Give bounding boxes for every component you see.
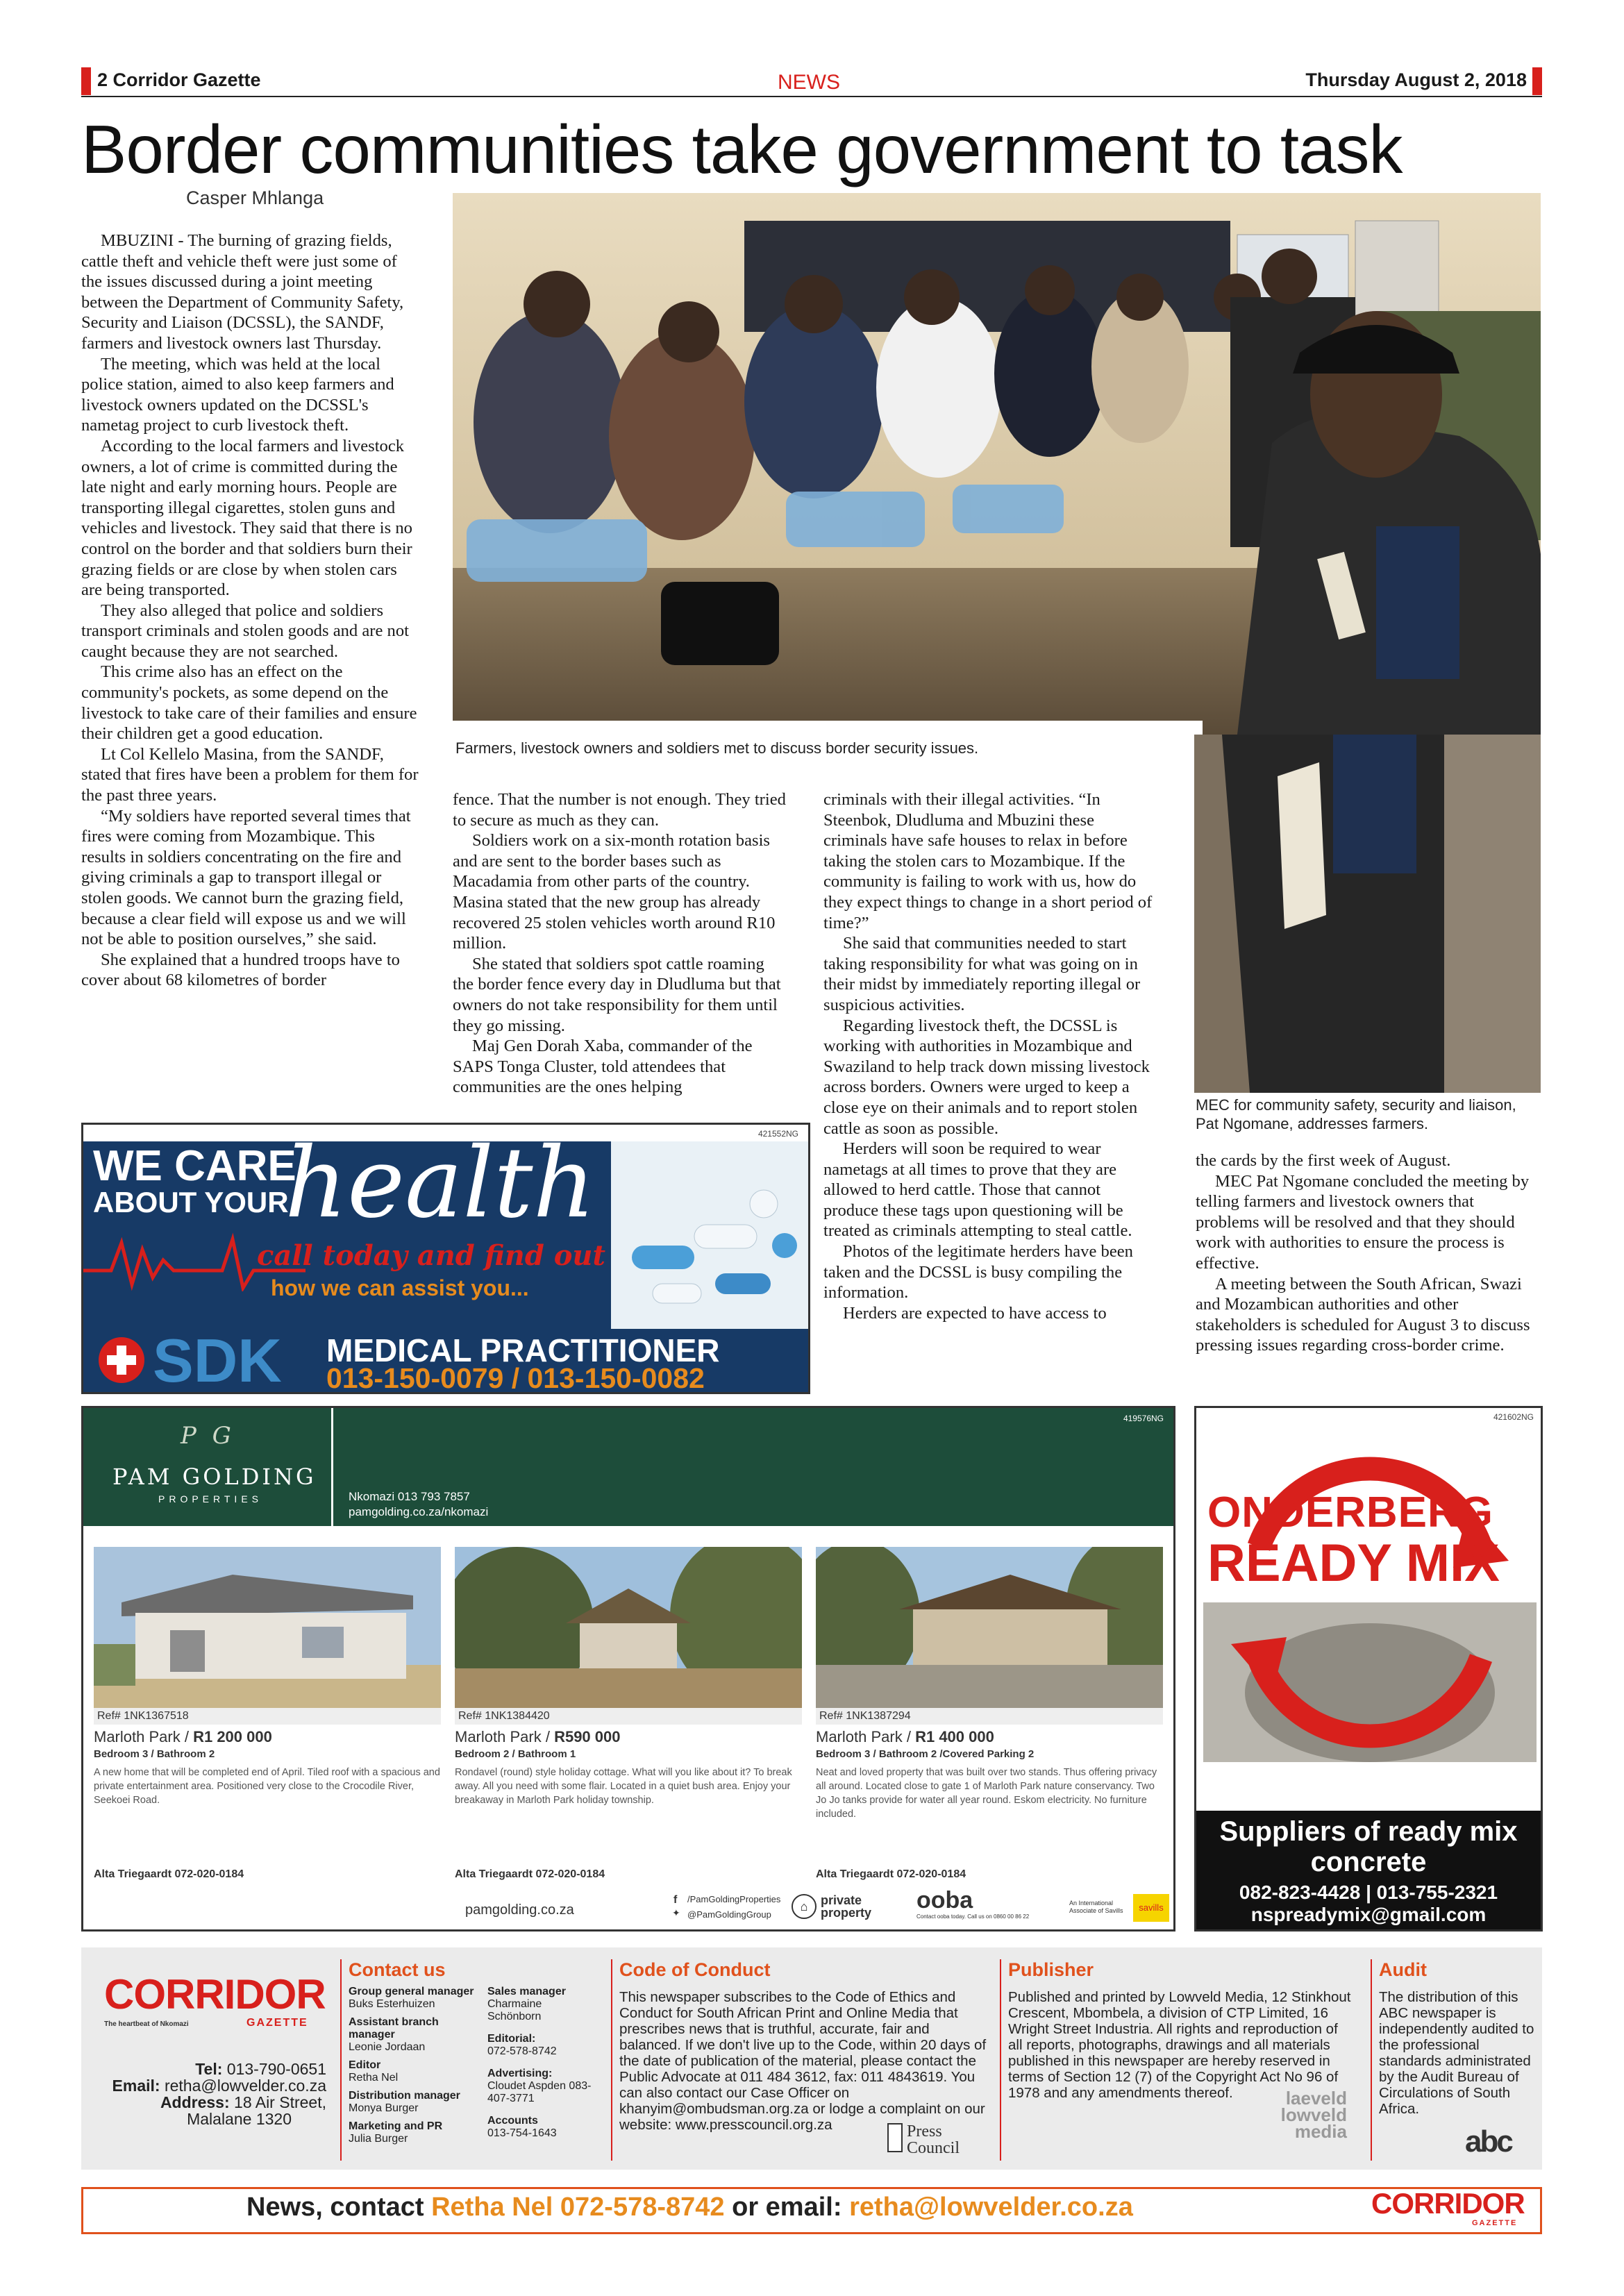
- paragraph: Herders are expected to have access to: [843, 1303, 1107, 1323]
- ad-practitioner: MEDICAL PRACTITIONER: [326, 1332, 720, 1368]
- paragraph: MBUZINI - The burning of grazing fields, cattle theft and vehicle theft were just some of the issues discussed during a joint meeting between the Department of Community Safety, Security and Liaison (DCSSL), the SANDF, farmers and livestock owners last Thursday.: [81, 231, 404, 353]
- ad-call-today: call today and find out: [257, 1239, 605, 1272]
- publisher-section: [1008, 1959, 1355, 2101]
- news-contact-line: [246, 2193, 1133, 2222]
- listing-area: Marloth Park / R590 000: [455, 1728, 621, 1745]
- listing-area-text: Marloth Park: [816, 1728, 903, 1745]
- ad-brand-sdk: SDK: [153, 1326, 282, 1394]
- ad-ref: 421552NG: [757, 1129, 798, 1139]
- listing-photo: [94, 1547, 441, 1708]
- listing-ref: Ref# 1NK1367518: [97, 1710, 189, 1722]
- audit-text: The distribution of this ABC newspaper is independently audited to the professional standards administrated by the Audit Bureau of Circulations of South Africa.: [1379, 1989, 1534, 2117]
- code-of-conduct-section: [619, 1959, 987, 2133]
- address-label: Address:: [160, 2093, 230, 2111]
- pg-private-property: private property: [821, 1893, 872, 1920]
- article-column-3: [823, 789, 1155, 1323]
- ad-ref: 421602NG: [1493, 1412, 1534, 1422]
- footer-divider: [611, 1959, 612, 2161]
- listing-agent: Alta Triegaardt 072-020-0184: [816, 1868, 966, 1880]
- abc-logo: abc: [1465, 2125, 1512, 2159]
- paragraph: A meeting between the South African, Swazi and Mozambican authorities and other stakeholders is scheduled for August 3 to discuss pressing issues regarding cross-border crime.: [1196, 1274, 1530, 1355]
- contacts-left: Group general manager Buks Esterhuizen Assistant branch manager Leonie Jordaan Editor Retha Nel Distribution manager Monya Burger Marketing and PR Julia Burger: [349, 1986, 474, 2145]
- contact-us-section: [349, 1959, 605, 1981]
- audit-section: [1379, 1959, 1539, 2117]
- paragraph: She said that communities needed to start taking responsibility for what was going on in their midst by immediately reporting illegal or suspicious activities.: [823, 934, 1141, 1014]
- listing-price: R1 200 000: [193, 1728, 272, 1745]
- article-column-2: [453, 789, 786, 1098]
- news-contact-prefix: News, contact: [246, 2193, 432, 2222]
- ad-ref: 419576NG: [1123, 1414, 1164, 1423]
- email-value[interactable]: retha@lowvelder.co.za: [164, 2077, 326, 2095]
- contacts-right: Sales manager Charmaine Schönborn Editorial: 072-578-8742 Advertising: Cloudet Aspden 083-407-3771 Accounts 013-754-1643: [487, 1986, 592, 2139]
- listing-desc: Neat and loved property that was built over two stands. Thus offering privacy all around. Located close to gate 1 of Marloth Park nature conservancy. Two Jo Jo tanks provide for water all year round. Eskom electricity. No furniture included.: [816, 1767, 1157, 1820]
- listing-photo: [455, 1547, 802, 1708]
- footer-contact-details: [90, 2061, 326, 2127]
- pg-sub: PROPERTIES: [158, 1493, 262, 1505]
- onderberg-readymix-ad[interactable]: [1194, 1406, 1543, 1932]
- press-council-icon: [887, 2123, 903, 2152]
- listing-ref: Ref# 1NK1387294: [819, 1710, 911, 1722]
- recycle-arrows: [1203, 1429, 1537, 1762]
- news-contact-email[interactable]: retha@lowvelder.co.za: [849, 2193, 1133, 2222]
- footer-divider: [340, 1959, 342, 2161]
- audit-title: Audit: [1379, 1959, 1427, 1980]
- corridor-logo: CORRIDOR: [104, 1971, 326, 2018]
- header-left-marker: [81, 67, 91, 95]
- photo-caption: Farmers, livestock owners and soldiers met to discuss border security issues.: [455, 739, 979, 757]
- paragraph: Herders will soon be required to wear nametags at all times to prove that they are allowed to herd cattle. Those that cannot produce these tags upon questioning will be treated as criminals attempting to steal cattle.: [823, 1139, 1132, 1241]
- paragraph: the cards by the first week of August.: [1196, 1151, 1451, 1170]
- meeting-photo: [453, 193, 1541, 735]
- email-label: Email:: [112, 2077, 160, 2095]
- corridor-logo-tag: The heartbeat of Nkomazi: [104, 2020, 189, 2028]
- corridor-logo-small-sub: GAZETTE: [1472, 2219, 1518, 2227]
- paragraph: They also alleged that police and soldiers transport criminals and stolen goods and are not caught because they are not searched.: [81, 601, 409, 661]
- ob-brand-2: READY MIX: [1207, 1534, 1500, 1593]
- twitter-icon: ✦: [672, 1909, 680, 1919]
- pills-graphic: [611, 1141, 808, 1329]
- article-column-1: [81, 231, 421, 991]
- headline: Border communities take government to task: [81, 111, 1403, 187]
- corridor-logo-small: CORRIDOR: [1371, 2187, 1525, 2220]
- ad-health-script: health: [285, 1127, 596, 1240]
- ob-tag-2: concrete: [1310, 1847, 1427, 1877]
- code-title: Code of Conduct: [619, 1959, 771, 1980]
- publisher-text: Published and printed by Lowveld Media, 12 Stinkhout Crescent, Mbombela, a division of CTP Limited, 16 Wright Street Industria. All rights and reproduction of all reports, photographs, drawings and all materials published in this newspaper are hereby reserved in terms of Section 12 (7) of the Copyright Act No 96 of 1978 and any amendments thereof.: [1008, 1989, 1351, 2101]
- news-contact-mid: or email:: [724, 2193, 850, 2222]
- paragraph: Maj Gen Dorah Xaba, commander of the SAPS Tonga Cluster, told attendees that communities are the ones helping: [453, 1037, 753, 1097]
- listing-price: R590 000: [554, 1728, 621, 1745]
- tel-label: Tel:: [195, 2060, 223, 2078]
- ob-brand-1: ONDERBERG: [1207, 1489, 1494, 1536]
- medical-cross-icon: [99, 1337, 144, 1383]
- pam-golding-ad[interactable]: [81, 1406, 1175, 1932]
- footer-divider: [1000, 1959, 1001, 2161]
- publisher-title: Publisher: [1008, 1959, 1094, 1980]
- listing-area-text: Marloth Park: [94, 1728, 181, 1745]
- pg-logo-mark: P G: [181, 1422, 235, 1450]
- paragraph: This crime also has an effect on the community's pockets, as some depend on the livestock to take care of their families and ensure their children get a good education.: [81, 662, 417, 744]
- paragraph: criminals with their illegal activities. “In Steenbok, Dludluma and Mbuzini these criminals have safe houses to relax in before taking the stolen cars to Mozambique. If the community is failing to work with us, how do they expect things to change in a short period of time?”: [823, 790, 1153, 932]
- paragraph: She stated that soldiers spot cattle roaming the border fence every day in Dludluma but that owners do not take responsibility for them until they go missing.: [453, 954, 781, 1035]
- ad-assist: how we can assist you...: [271, 1275, 529, 1300]
- paragraph: She explained that a hundred troops have to cover about 68 kilometres of border: [81, 950, 400, 990]
- ob-phones: 082-823-4428 | 013-755-2321: [1239, 1882, 1498, 1903]
- header-rule: [81, 96, 1542, 97]
- paragraph: Photos of the legitimate herders have been taken and the DCSSL is busy compiling the information.: [823, 1242, 1133, 1302]
- ad-about-your: ABOUT YOUR: [93, 1186, 289, 1218]
- listing-area: Marloth Park / R1 400 000: [816, 1728, 994, 1745]
- address-value-2: Malalane 1320: [187, 2110, 292, 2128]
- tel-value[interactable]: 013-790-0651: [226, 2060, 326, 2078]
- listing-ref: Ref# 1NK1384420: [458, 1710, 550, 1722]
- lowveld-media-logo: laeveld lowveld media: [1280, 2088, 1347, 2142]
- paragraph: fence. That the number is not enough. They tried to secure as much as they can.: [453, 790, 786, 830]
- paragraph: Regarding livestock theft, the DCSSL is working with authorities in Mozambique and Swaziland to help track down missing livestock across borders. Owners were urged to keep a close eye on their animals and to report stolen cattle as soon as possible.: [823, 1016, 1150, 1138]
- contact-us-title: Contact us: [349, 1959, 446, 1980]
- listing-rooms: Bedroom 2 / Bathroom 1: [455, 1748, 576, 1760]
- pg-twitter[interactable]: @PamGoldingGroup: [687, 1909, 771, 1920]
- pg-brand: PAM GOLDING: [112, 1464, 317, 1490]
- pg-ooba: ooba: [916, 1887, 973, 1913]
- paragraph: Lt Col Kellelo Masina, from the SANDF, stated that fires have been a problem for them for the past three years.: [81, 744, 419, 805]
- listing-area: Marloth Park / R1 200 000: [94, 1728, 272, 1745]
- ob-tag-1: Suppliers of ready mix: [1219, 1816, 1518, 1847]
- article-column-4: [1196, 1150, 1541, 1356]
- pg-facebook[interactable]: /PamGoldingProperties: [687, 1894, 781, 1904]
- header-right-marker: [1532, 67, 1542, 95]
- pg-savills: savills: [1133, 1894, 1169, 1922]
- mec-caption: MEC for community safety, security and liaison, Pat Ngomane, addresses farmers.: [1196, 1096, 1516, 1132]
- paragraph: “My soldiers have reported several times that fires were coming from Mozambique. This results in soldiers concentrating on the fire and giving criminals a gap to transport illegal or stolen goods. We cannot burn the grazing field, because a clear field will expose us and we will not be able to position ourselves,” she said.: [81, 806, 411, 949]
- pg-office-web: pamgolding.co.za/nkomazi: [349, 1505, 489, 1518]
- news-contact-name[interactable]: Retha Nel 072-578-8742: [431, 2193, 725, 2222]
- listing-price: R1 400 000: [915, 1728, 994, 1745]
- listing-agent: Alta Triegaardt 072-020-0184: [455, 1868, 605, 1880]
- pg-ooba-note: Contact ooba today. Call us on 0860 00 86 22: [916, 1913, 1030, 1920]
- mec-portrait-lower: [1194, 735, 1541, 1093]
- listing-desc: Rondavel (round) style holiday cottage. What will you like about it? To break away. All you need with some flair. Located in a quiet bush area. Enjoy your breakaway in Marloth Park holiday township.: [455, 1767, 792, 1806]
- listing-agent: Alta Triegaardt 072-020-0184: [94, 1868, 244, 1880]
- press-council-logo: Press Council: [907, 2122, 960, 2157]
- ob-email[interactable]: nspreadymix@gmail.com: [1250, 1904, 1487, 1925]
- paragraph: The meeting, which was held at the local police station, aimed to also keep farmers and livestock owners updated on the DCSSL's nametag project to curb livestock theft.: [81, 354, 394, 435]
- issue-date: Thursday August 2, 2018: [1305, 69, 1527, 90]
- pg-savills-note: An International Associate of Savills: [1069, 1900, 1123, 1914]
- listing-photo: [816, 1547, 1163, 1708]
- pg-website[interactable]: pamgolding.co.za: [465, 1902, 574, 1918]
- section-label: NEWS: [778, 71, 840, 94]
- ad-we-care: WE CARE: [93, 1142, 296, 1190]
- facebook-icon: f: [673, 1894, 678, 1906]
- footer-divider: [1371, 1959, 1372, 2161]
- page-label: 2 Corridor Gazette: [97, 69, 261, 90]
- paragraph: MEC Pat Ngomane concluded the meeting by telling farmers and livestock owners that problems will be resolved and that they should work with authorities to ensure the process is effective.: [1196, 1171, 1530, 1273]
- address-value: 18 Air Street,: [234, 2093, 326, 2111]
- byline: Casper Mhlanga: [186, 187, 324, 208]
- listing-area-text: Marloth Park: [455, 1728, 542, 1745]
- paragraph: Soldiers work on a six-month rotation basis and are sent to the border bases such as Macadamia from other parts of the country. Masina stated that the new group has already recovered 25 stolen vehicles worth around R10 million.: [453, 831, 776, 953]
- code-text: This newspaper subscribes to the Code of Ethics and Conduct for South African Print and Online Media that prescribes news that is truthful, accurate, fair and balanced. If we don't live up to the Code, within 20 days of the date of publication of the material, please contact the Public Advocate at 011 484 3612, fax: 011 4843619. You can also contact our Case Officer on khanyim@ombudsman.org.za or lodge a complaint on our website: www.presscouncil.org.za: [619, 1989, 987, 2133]
- ad-phones: 013-150-0079 / 013-150-0082: [326, 1362, 705, 1394]
- home-icon: ⌂: [792, 1894, 817, 1919]
- pg-office: Nkomazi 013 793 7857: [349, 1490, 470, 1503]
- listing-desc: A new home that will be completed end of April. Tiled roof with a spacious and private entertainment area. Positioned very close to the Crocodile River, Seekoei Road.: [94, 1767, 440, 1806]
- sdk-medical-ad[interactable]: [81, 1123, 810, 1394]
- listing-rooms: Bedroom 3 / Bathroom 2: [94, 1748, 215, 1760]
- corridor-logo-sub: GAZETTE: [246, 2017, 308, 2029]
- listing-rooms: Bedroom 3 / Bathroom 2 /Covered Parking 2: [816, 1748, 1035, 1760]
- paragraph: According to the local farmers and livestock owners, a lot of crime is committed during the late night and early morning hours. People are transporting illegal cigarettes, stolen guns and vehicles and livestock. They said that there is no control on the border and that soldiers burn their grazing fields or are close by when stolen cars are being transported.: [81, 436, 412, 600]
